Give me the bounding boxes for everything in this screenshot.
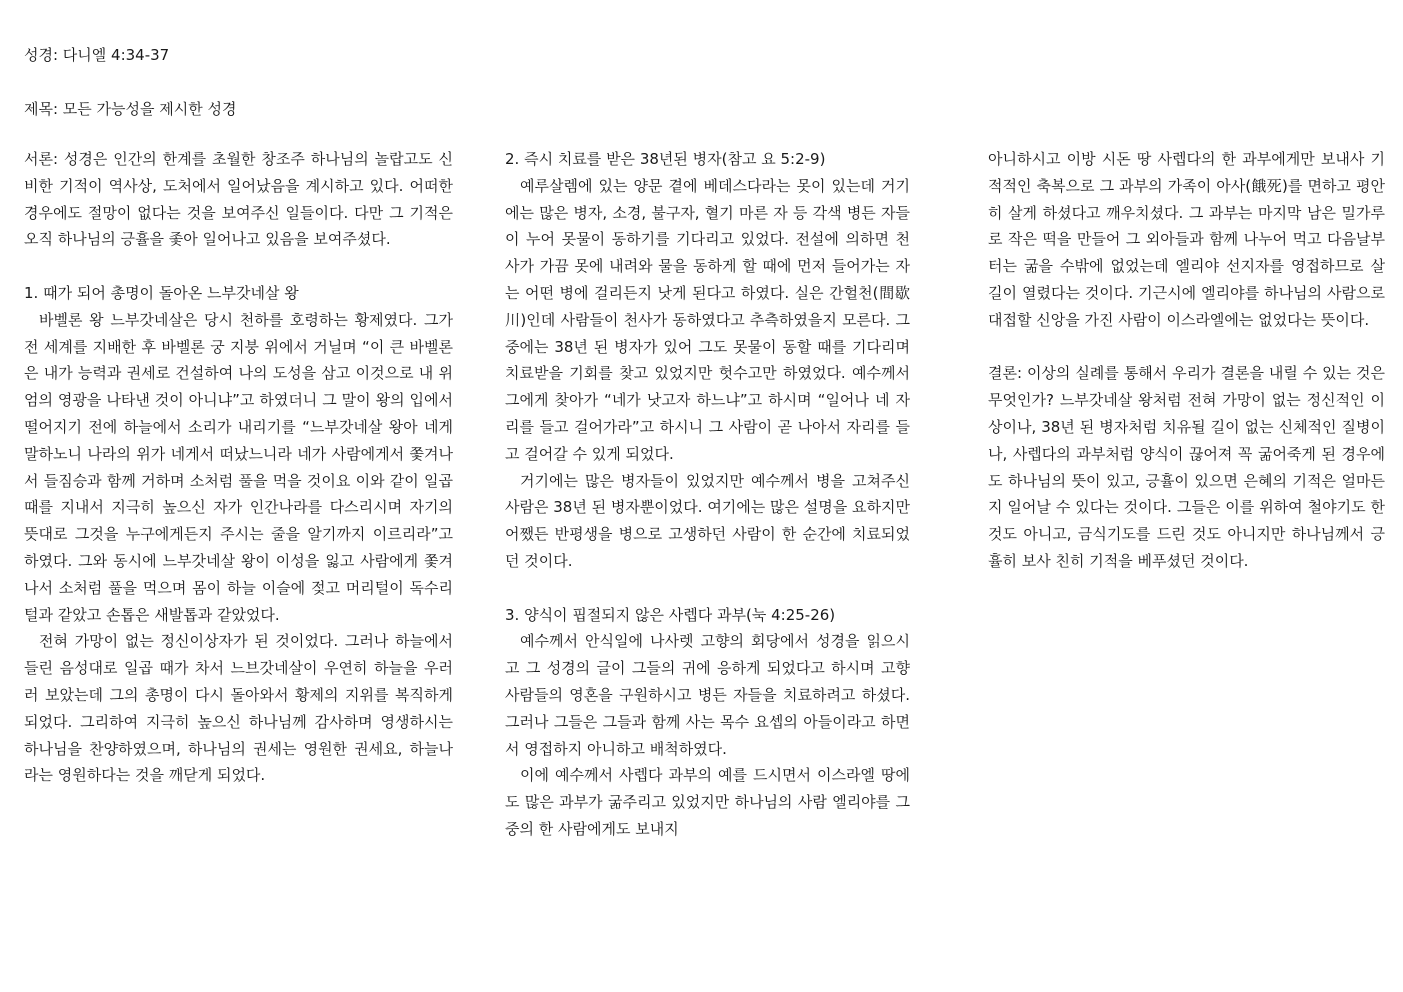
column-2 [505, 146, 910, 843]
conclusion-paragraph: 결론: 이상의 실례를 통해서 우리가 결론을 내릴 수 있는 것은 무엇인가? 느부갓네살 왕처럼 전혀 가망이 없는 정신적인 이상이나, 38년 된 병자처럼 치유될 길이 없는 신체적인 질병이나, 사렙다의 과부처럼 양식이 끊어져 꼭 굶어죽게 된 경우에도 하나님의 뜻이 있고, 긍휼이 있으면 은혜의 기적은 얼마든지 일어날 수 있다는 것이다. 그들은 이를 위하여 철야기도 한 것도 아니고, 금식기도를 드린 것도 아니지만 하나님께서 긍휼히 보사 친히 기적을 베푸셨던 것이다. [988, 364, 1385, 570]
section-3-heading: 3. 양식이 핍절되지 않은 사렙다 과부(눅 4:25-26) [505, 605, 836, 624]
section-1-heading: 1. 때가 되어 총명이 돌아온 느부갓네살 왕 [24, 283, 299, 302]
section-2-paragraph: 예루살렘에 있는 양문 곁에 베데스다라는 못이 있는데 거기에는 많은 병자, 소경, 불구자, 혈기 마른 자 등 각색 병든 자들이 누어 못물이 동하기를 기다리고 있었다. 전설에 의하면 천사가 가끔 못에 내려와 물을 동하게 할 때에 먼저 들어가는 자는 어떤 병에 걸리든지 낫게 된다고 하였다. 실은 간헐천(間歇川)인데 사람들이 천사가 동하였다고 추측하였을지 모른다. 그 중에는 38년 된 병자가 있어 그도 못물이 동할 때를 기다리며 치료받을 기회를 찾고 있었지만 헛수고만 하였었다. 예수께서 그에게 찾아가 “네가 낫고자 하느냐”고 하시며 “일어나 네 자리를 들고 걸어가라”고 하시니 그 사람이 곧 나아서 자리를 들고 걸어갈 수 있게 되었다. [505, 176, 910, 463]
section-1-paragraph: 바벨론 왕 느부갓네살은 당시 천하를 호령하는 황제였다. 그가 전 세계를 지배한 후 바벨론 궁 지붕 위에서 거닐며 “이 큰 바벨론은 내가 능력과 권세로 건설하여 나의 도성을 삼고 이것으로 내 위엄의 영광을 나타낸 것이 아니냐”고 하였더니 그 말이 왕의 입에서 떨어지기 전에 하늘에서 소리가 내리기를 “느부갓네살 왕아 네게 말하노니 나라의 위가 네게서 떠났느니라 네가 사람에게서 쫓겨나서 들짐승과 함께 거하며 소처럼 풀을 먹을 것이요 이와 같이 일곱 때를 지내서 지극히 높으신 자가 인간나라를 다스리시며 자기의 뜻대로 그것을 누구에게든지 주시는 줄을 알기까지 이르리라”고 하였다. 그와 동시에 느부갓네살 왕이 이성을 잃고 사람에게 쫓겨나서 소처럼 풀을 먹으며 몸이 하늘 이슬에 젖고 머리털이 독수리 털과 같았고 손톱은 새발톱과 같았었다. [24, 310, 453, 624]
section-2-paragraph: 거기에는 많은 병자들이 있었지만 예수께서 병을 고쳐주신 사람은 38년 된 병자뿐이었다. 여기에는 많은 설명을 요하지만 어쨌든 반평생을 병으로 고생하던 사람이 한 순간에 치료되었던 것이다. [505, 471, 910, 570]
sermon-title: 제목: 모든 가능성을 제시한 성경 [24, 100, 237, 118]
section-3-paragraph: 이에 예수께서 사렙다 과부의 예를 드시면서 이스라엘 땅에도 많은 과부가 굶주리고 있었지만 하나님의 사람 엘리야를 그 중의 한 사람에게도 보내지 [505, 766, 910, 838]
column-1 [24, 146, 453, 789]
scripture-reference: 성경: 다니엘 4:34-37 [24, 46, 170, 64]
section-3-paragraph-continued: 아니하시고 이방 시돈 땅 사렙다의 한 과부에게만 보내사 기적적인 축복으로 그 과부의 가족이 아사(餓死)를 면하고 평안히 살게 하셨다고 깨우치셨다. 그 과부는 마지막 남은 밀가루로 작은 떡을 만들어 그 외아들과 함께 나누어 먹고 다음날부터는 굶을 수밖에 없었는데 엘리야 선지자를 영접하므로 살 길이 열렸다는 것이다. 기근시에 엘리야를 하나님의 사람으로 대접할 신앙을 가진 사람이 이스라엘에는 없었다는 뜻이다. [988, 150, 1385, 329]
column-3 [988, 146, 1385, 575]
section-1-paragraph: 전혀 가망이 없는 정신이상자가 된 것이었다. 그러나 하늘에서 들린 음성대로 일곱 때가 차서 느브갓네살이 우연히 하늘을 우러러 보았는데 그의 총명이 다시 돌아와서 황제의 지위를 복직하게 되었다. 그리하여 지극히 높으신 하나님께 감사하며 영생하시는 하나님을 찬양하였으며, 하나님의 권세는 영원한 권세요, 하늘나라는 영원하다는 것을 깨닫게 되었다. [24, 632, 453, 785]
section-3-paragraph: 예수께서 안식일에 나사렛 고향의 회당에서 성경을 읽으시고 그 성경의 글이 그들의 귀에 응하게 되었다고 하시며 고향 사람들의 영혼을 구원하시고 병든 자들을 치료하려고 하셨다. 그러나 그들은 그들과 함께 사는 목수 요셉의 아들이라고 하면서 영접하지 아니하고 배척하였다. [505, 632, 910, 758]
section-2-heading: 2. 즉시 치료를 받은 38년된 병자(참고 요 5:2-9) [505, 150, 826, 168]
introduction-paragraph: 서론: 성경은 인간의 한계를 초월한 창조주 하나님의 놀랍고도 신비한 기적이 역사상, 도처에서 일어났음을 계시하고 있다. 어떠한 경우에도 절망이 없다는 것을 보여주신 일들이다. 다만 그 기적은 오직 하나님의 긍휼을 좇아 일어나고 있음을 보여주셨다. [24, 150, 453, 249]
